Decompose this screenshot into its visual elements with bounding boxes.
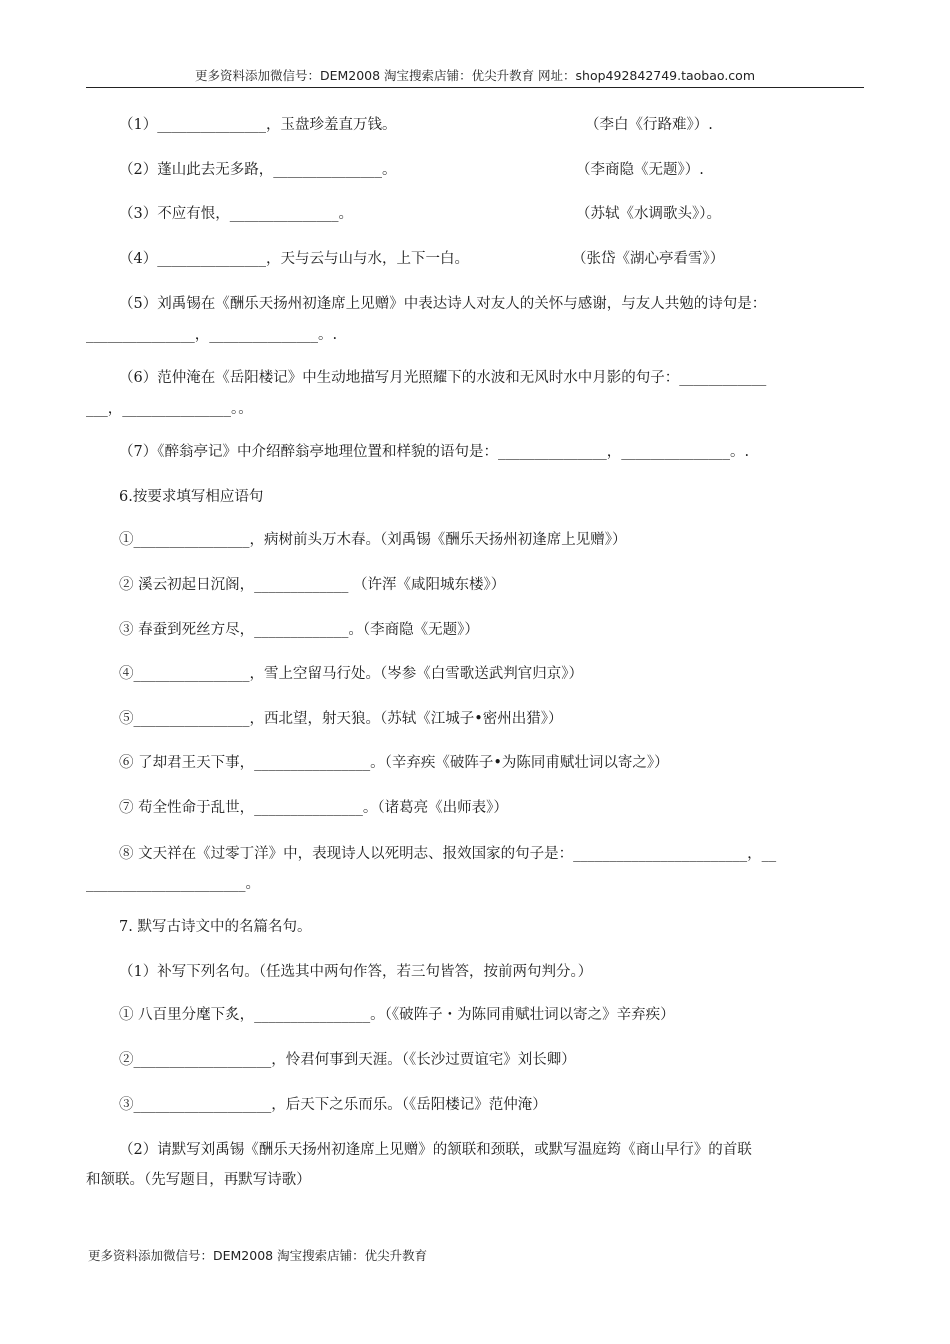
question-5-6: （6）范仲淹在《岳阳楼记》中生动地描写月光照耀下的水波和无风时水中月影的句子：____________	[119, 370, 767, 386]
source-citation: （李商隐《无题》）.	[576, 162, 704, 178]
page-header: 更多资料添加微信号：DEM2008 淘宝搜索店铺：优尖升教育 网址：shop492842749.taobao.com	[194, 68, 756, 83]
question-6-6: ⑥ 了却君王天下事，________________。（辛弃疾《破阵子•为陈同甫赋壮词以寄之》）	[119, 755, 669, 771]
question-6-8-blanks: ______________________。	[86, 876, 260, 892]
question-6-1: ①________________，病树前头万木春。（刘禹锡《酬乐天扬州初逢席上见赠》）	[119, 532, 627, 548]
source-citation: （张岱《湖心亭看雪》）	[572, 251, 725, 267]
question-text: （1）_______________，玉盘珍羞直万钱。	[119, 117, 397, 133]
question-7-1-3: ③___________________，后天下之乐而乐。（《岳阳楼记》范仲淹）	[119, 1097, 547, 1113]
question-7-2: （2）请默写刘禹锡《酬乐天扬州初逢席上见赠》的颔联和颈联，或默写温庭筠《商山早行》的首联	[119, 1142, 752, 1158]
source-citation: （苏轼《水调歌头》）。	[576, 206, 721, 222]
question-6-5: ⑤________________，西北望，射天狼。（苏轼《江城子•密州出猎》）	[119, 711, 563, 727]
question-7-2-cont: 和颔联。（先写题目，再默写诗歌）	[86, 1172, 311, 1188]
question-5-5: （5）刘禹锡在《酬乐天扬州初逢席上见赠》中表达诗人对友人的关怀与感谢，与友人共勉的诗句是：	[119, 296, 767, 312]
question-7-1-1: ① 八百里分麾下炙，________________。（《破阵子・为陈同甫赋壮词以寄之》辛弃疾）	[119, 1007, 675, 1023]
question-6-title: 6.按要求填写相应语句	[119, 489, 264, 505]
question-6-7: ⑦ 苟全性命于乱世，_______________。（诸葛亮《出师表》）	[119, 800, 508, 816]
page-footer: 更多资料添加微信号：DEM2008 淘宝搜索店铺：优尖升教育	[88, 1248, 428, 1263]
question-5-5-blanks: _______________，_______________。.	[86, 327, 338, 343]
question-6-4: ④________________，雪上空留马行处。（岑参《白雪歌送武判官归京》）	[119, 666, 583, 682]
question-6-8: ⑧ 文天祥在《过零丁洋》中，表现诗人以死明志、报效国家的句子是：________________________，__	[119, 846, 777, 862]
header-divider	[86, 87, 864, 88]
question-6-2: ② 溪云初起日沉阁，_____________ （许浑《咸阳城东楼》）	[119, 577, 506, 593]
question-text: （3）不应有恨，_______________。	[119, 206, 353, 222]
question-5-3	[0, 202, 950, 226]
question-7-1: （1）补写下列名句。（任选其中两句作答，若三句皆答，按前两句判分。）	[119, 964, 593, 980]
question-5-1	[0, 113, 950, 137]
question-6-3: ③ 春蚕到死丝方尽，_____________。（李商隐《无题》）	[119, 622, 479, 638]
question-5-6-blanks: ___，_______________。。	[86, 401, 253, 417]
question-7-title: 7. 默写古诗文中的名篇名句。	[119, 919, 312, 935]
source-citation: （李白《行路难》）.	[585, 117, 713, 133]
question-text: （2）蓬山此去无多路，_______________。	[119, 162, 397, 178]
question-5-2	[0, 158, 950, 182]
question-7-1-2: ②___________________，怜君何事到天涯。（《长沙过贾谊宅》刘长卿）	[119, 1052, 576, 1068]
question-text: （4）_______________，天与云与山与水，上下一白。	[119, 251, 469, 267]
question-5-4	[0, 247, 950, 271]
question-5-7: （7）《醉翁亭记》中介绍醉翁亭地理位置和样貌的语句是：_______________，_______________。.	[119, 444, 750, 460]
